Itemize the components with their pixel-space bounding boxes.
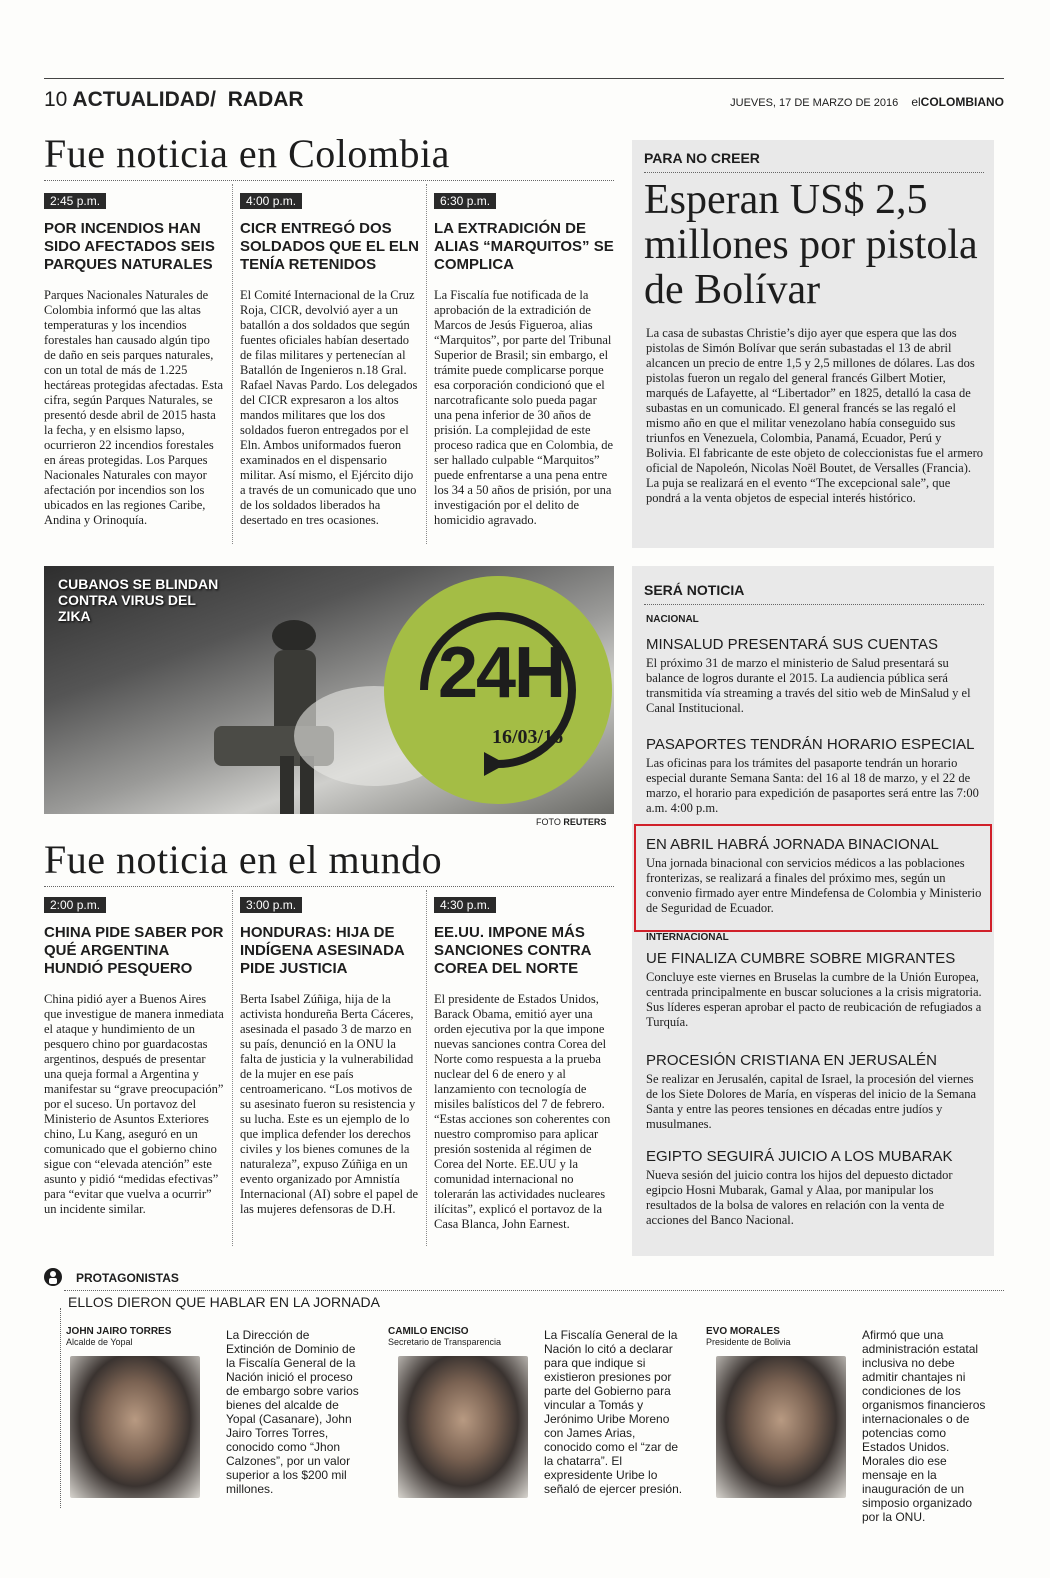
colombia-story-2 — [240, 192, 420, 528]
mundo-title: Fue noticia en el mundo — [44, 837, 443, 882]
protagonist-2 — [388, 1326, 538, 1347]
protagonist-3 — [706, 1326, 856, 1347]
story-headline: POR INCENDIOS HAN SIDO AFECTADOS SEIS PARQUES NATURALES — [44, 220, 215, 273]
top-rule — [44, 78, 1004, 79]
item-body: Las oficinas para los trámites del pasaporte tendrán un horario especial durante Semana Santa: del 16 al 18 de marzo, y el 22 de marzo, el horario para expedición de pasaportes será entre las 7:00 a.m. 4:00 p.m. — [646, 756, 979, 815]
mundo-story-2 — [240, 896, 420, 1217]
masthead — [730, 95, 1004, 109]
panel-tag: PARA NO CREER — [644, 150, 760, 166]
person-role: Presidente de Bolivia — [706, 1337, 791, 1347]
protagonist-icon — [44, 1268, 62, 1286]
page-number: 10 — [44, 88, 68, 111]
person-name: EVO MORALES — [706, 1326, 780, 1337]
story-headline: CHINA PIDE SABER POR QUÉ ARGENTINA HUNDIÓ PESQUERO — [44, 924, 224, 977]
sera-item-1 — [646, 636, 984, 716]
item-body: El próximo 31 de marzo el ministerio de Salud presentará su balance de logros durante el 2015. La audiencia pública será transmitida vía streaming a través del sitio web de MinSalud y el Canal Institucional. — [646, 656, 971, 715]
subsection-name: RADAR — [227, 88, 304, 111]
protagonistas-subtitle: ELLOS DIERON QUE HABLAR EN LA JORNADA — [68, 1294, 380, 1310]
panel-body: La casa de subastas Christie’s dijo ayer que espera que las dos pistolas de Simón Bolívar que serán subastadas el 13 de abril alcancen un precio de entre 1,5 y 2,5 millones de dólares. Las dos pistolas fueron un regalo del general francés Gilbert Motier, marqués de Lafayette, al “Libertador” en 1825, detalló la casa de subastas en un comunicado. El general francés se las regaló el mismo año en que el militar venezolano había conseguido sus triunfos en Venezuela, Colombia, Panamá, Ecuador, Perú y Bolivia. El fabricante de este objeto de coleccionistas fue el armero oficial de Napoleón, Nicolas Noël Boutet, de Versalles (Francia). La puja se realizará en el evento “The excepcional sale”, que pondrá a la venta objetos de especial interés histórico. — [646, 326, 984, 505]
item-headline: PROCESIÓN CRISTIANA EN JERUSALÉN — [646, 1052, 937, 1069]
story-body: La Fiscalía fue notificada de la aprobación de la extradición de Marcos de Jesús Figueroa, alias “Marquitos”, por parte del Tribunal Superior de Brasil; sin embargo, el trámite puede complicarse porque esa corporación condicionó que el narcotraficante solo pueda pagar una pena inferior de 30 años de prisión. La complejidad de este proceso radica que en Colombia, de ser hallado culpable “Marquitos” puede enfrentarse a una pena entre los 34 a 50 años de prisión, por una investigación por el delito de homicidio agravado. — [434, 288, 614, 527]
divider — [44, 180, 614, 181]
divider — [644, 604, 984, 605]
person-text: La Fiscalía General de la Nación lo citó a declarar para que indique si existieron presiones por parte del Gobierno para vincular a Tomás y Jerónimo Uribe Moreno con James Arias, conocido como el “zar de la chatarra”. El expresidente Uribe lo señaló de ejercer presión. — [544, 1328, 683, 1496]
internacional-label: INTERNACIONAL — [646, 932, 729, 943]
para-no-creer-panel — [632, 140, 994, 548]
nacional-label: NACIONAL — [646, 614, 699, 625]
section-header — [44, 88, 304, 112]
story-body: El presidente de Estados Unidos, Barack Obama, emitió ayer una orden ejecutiva por la que impone nuevas sanciones contra Corea del Norte como respuesta a la prueba nuclear del 6 de enero y al lanzamiento con tecnología de misiles balísticos del 7 de febrero. “Estas acciones son coherentes con nuestro compromiso para aplicar presión sostenida al régimen de Corea del Norte. EE.UU y la comunidad internacional no tolerarán las actividades nucleares ilícitas”, explicó el portavoz de la Casa Blanca, John Earnest. — [434, 992, 611, 1231]
24h-badge — [384, 576, 612, 804]
brand-logo: elCOLOMBIANO — [911, 95, 1004, 109]
item-body: Nueva sesión del juicio contra los hijos del depuesto dictador egipcio Hosni Mubarak, Gamal y Alaa, por manipular los resultados de la bolsa de valores en relación con la venta de acciones del Banco Nacional. — [646, 1168, 953, 1227]
person-name: JOHN JAIRO TORRES — [66, 1326, 172, 1337]
column-divider — [232, 184, 233, 544]
divider — [60, 1308, 61, 1508]
person-role: Secretario de Transparencia — [388, 1337, 502, 1347]
item-headline: EGIPTO SEGUIRÁ JUICIO A LOS MUBARAK — [646, 1148, 953, 1165]
story-headline: HONDURAS: HIJA DE INDÍGENA ASESINADA PIDE JUSTICIA — [240, 924, 405, 977]
time-badge: 6:30 p.m. — [434, 193, 496, 209]
time-badge: 2:45 p.m. — [44, 193, 106, 209]
column-divider — [232, 890, 233, 1246]
panel-headline: Esperan US$ 2,5 millones por pistola de Bolívar — [644, 177, 978, 313]
divider — [644, 172, 984, 173]
mundo-story-3 — [434, 896, 614, 1232]
divider — [44, 886, 614, 887]
issue-date: JUEVES, 17 DE MARZO DE 2016 — [730, 97, 899, 109]
story-headline: EE.UU. IMPONE MÁS SANCIONES CONTRA COREA DEL NORTE — [434, 924, 591, 977]
time-badge: 3:00 p.m. — [240, 897, 302, 913]
person-text: Afirmó que una administración estatal inclusiva no debe admitir chantajes ni condiciones de los organismos financieros internacionales o de potencias como Estados Unidos. Morales dio ese mensaje en la inauguración de un simposio organizado por la ONU. — [862, 1328, 986, 1524]
column-divider — [426, 184, 427, 544]
person-name: CAMILO ENCISO — [388, 1326, 469, 1337]
portrait-camilo-enciso — [398, 1356, 528, 1498]
divider — [64, 1290, 1004, 1291]
time-badge: 2:00 p.m. — [44, 897, 106, 913]
time-badge: 4:00 p.m. — [240, 193, 302, 209]
colombia-story-3 — [434, 192, 614, 528]
column-divider — [426, 890, 427, 1246]
sera-item-4 — [646, 950, 984, 1030]
time-badge: 4:30 p.m. — [434, 897, 496, 913]
story-headline: LA EXTRADICIÓN DE ALIAS “MARQUITOS” SE COMPLICA — [434, 220, 614, 273]
photo-caption: CUBANOS SE BLINDAN CONTRA VIRUS DEL ZIKA — [58, 576, 219, 624]
person-icon — [44, 1268, 62, 1286]
story-body: El Comité Internacional de la Cruz Roja, CICR, devolvió ayer a un batallón a dos soldados que según fuentes oficiales habían desertado de filas militares y pertenecían al Batallón de Ingenieros n.18 Gral. Rafael Navas Pardo. Los delegados del CICR expresaron a los altos mandos militares que los dos soldados fueron entregados por el Eln. Ambos uniformados fueron examinados en el dispensario militar. Así mismo, el Ejército dijo a través de un comunicado que uno de los soldados liberados ha desertado en tres ocasiones. — [240, 288, 418, 527]
item-body: Concluye este viernes en Bruselas la cumbre de la Unión Europea, centrada principalmente en buscar soluciones a la crisis migratoria. Sus líderes esperan aprobar el pacto de reubicación de refugiados a Turquía. — [646, 970, 982, 1029]
photo-credit: FOTO REUTERS — [536, 817, 607, 827]
item-headline: UE FINALIZA CUMBRE SOBRE MIGRANTES — [646, 950, 956, 967]
colombia-story-1 — [44, 192, 224, 528]
panel-tag: SERÁ NOTICIA — [644, 582, 745, 598]
portrait-john-jairo-torres — [70, 1356, 200, 1498]
sera-item-2 — [646, 736, 984, 816]
story-body: China pidió ayer a Buenos Aires que investigue de manera inmediata el ataque y hundimiento de un pesquero chino por guardacostas argentinos, después de presentar una queja formal a Argentina y manifestar su “grave preocupación” por el suceso. Un portavoz del Ministerio de Asuntos Exteriores chino, Lu Kang, aseguró en un comunicado que el gobierno chino sigue con “elevada atención” este asunto y pidió “medidas efectivas” para “evitar que vuelva a ocurrir” un incidente similar. — [44, 992, 224, 1216]
section-name: ACTUALIDAD/ — [72, 88, 216, 111]
item-body: Se realizar en Jerusalén, capital de Israel, la procesión del viernes de los Siete Dolores de María, en vísperas del inicio de la Semana Santa y entre las peores tensiones en décadas entre judíos y musulmanes. — [646, 1072, 977, 1131]
badge-date: 16/03/16 — [492, 726, 564, 748]
badge-label: 24H — [437, 633, 565, 713]
item-headline: EN ABRIL HABRÁ JORNADA BINACIONAL — [646, 836, 939, 853]
item-body: Una jornada binacional con servicios médicos a las poblaciones fronterizas, se realizará a finales del próximo mes, según un convenio firmado ayer entre Mindefensa de Colombia y Ministerio de Seguridad de Ecuador. — [646, 856, 982, 915]
protagonistas-tag: PROTAGONISTAS — [76, 1271, 179, 1285]
mundo-story-1 — [44, 896, 224, 1217]
colombia-title: Fue noticia en Colombia — [44, 131, 450, 176]
item-headline: PASAPORTES TENDRÁN HORARIO ESPECIAL — [646, 736, 975, 753]
item-headline: MINSALUD PRESENTARÁ SUS CUENTAS — [646, 636, 938, 653]
portrait-evo-morales — [716, 1356, 846, 1498]
sera-item-6 — [646, 1148, 984, 1228]
person-role: Alcalde de Yopal — [66, 1337, 133, 1347]
story-body: Berta Isabel Zúñiga, hija de la activista hondureña Berta Cáceres, asesinada el pasado 3 de marzo en su país, denunció en la ONU la falta de justicia y la vulnerabilidad de la mujer en ese país centroamericano. “Los motivos de su asesinato fueron su resistencia y su lucha. Este es un ejemplo de lo que implica defender los derechos civiles y los bienes comunes de la naturaleza”, expuso Zúñiga en un evento organizado por Amnistía Internacional (AI) sobre el papel de las mujeres defensoras de D.H. — [240, 992, 419, 1216]
story-headline: CICR ENTREGÓ DOS SOLDADOS QUE EL ELN TENÍA RETENIDOS — [240, 220, 419, 273]
story-body: Parques Nacionales Naturales de Colombia informó que las altas temperaturas y los incendios forestales han causado algún tipo de daño en seis parques naturales, con un total de más de 1.225 hectáreas protegidas afectadas. Esta cifra, según Parques Naturales, se presentó desde abril de 2015 hasta la fecha, y en elsismo lapso, ocurrieron 22 incendios forestales en áreas protegidas. Los Parques Nacionales Naturales con mayor afectación por incendios son los ubicados en las regiones Caribe, Andina y Orinoquía. — [44, 288, 224, 527]
sera-item-5 — [646, 1052, 984, 1132]
person-text: La Dirección de Extinción de Dominio de la Fiscalía General de la Nación inició el proceso de embargo sobre varios bienes del alcalde de Yopal (Casanare), John Jairo Torres Torres, conocido como “Jhon Calzones”, por un valor superior a los $200 mil millones. — [226, 1328, 359, 1496]
protagonist-1 — [66, 1326, 216, 1347]
highlight-box — [634, 824, 992, 932]
